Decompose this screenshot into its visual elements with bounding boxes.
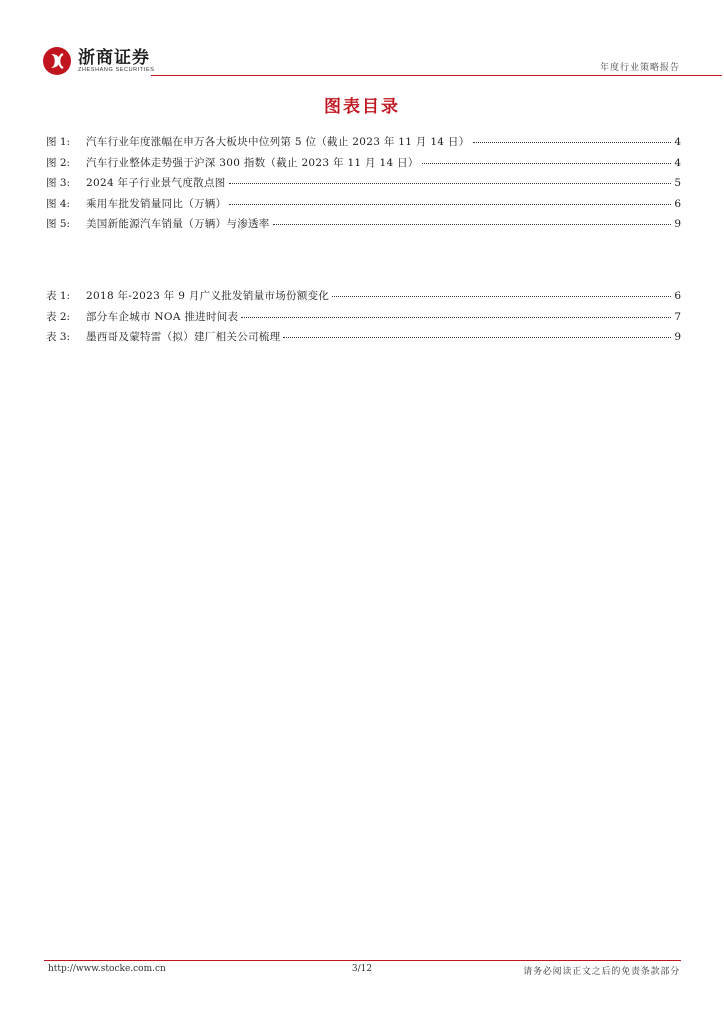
entry-label: 图 5: <box>46 218 71 231</box>
entry-label: 表 2: <box>46 310 71 323</box>
logo-english-name: ZHESHANG SECURITIES <box>78 66 155 73</box>
entry-title: 乘用车批发销量同比（万辆） <box>86 197 227 210</box>
entry-label: 表 1: <box>46 290 71 302</box>
toc-entry-table-1[interactable] <box>46 289 681 310</box>
toc-entry-table-2[interactable] <box>46 310 681 331</box>
header-divider <box>151 75 722 76</box>
footer-divider <box>44 960 681 961</box>
toc-entry-figure-3[interactable] <box>46 176 681 197</box>
footer-disclaimer: 请务必阅读正文之后的免责条款部分 <box>523 967 680 977</box>
entry-page: 7 <box>674 310 681 323</box>
company-logo <box>42 44 155 78</box>
entry-page: 9 <box>674 331 681 344</box>
entry-label: 图 1: <box>46 136 71 148</box>
entry-title: 汽车行业年度涨幅在申万各大板块中位列第 5 位（截止 2023 年 11 月 14 日） <box>86 136 470 148</box>
entry-page: 4 <box>674 156 681 169</box>
footer-website-link[interactable]: http://www.stocke.com.cn <box>48 964 166 974</box>
dot-leader <box>229 183 672 184</box>
entry-page: 6 <box>674 290 681 302</box>
dot-leader <box>332 296 671 297</box>
toc-entry-table-3[interactable] <box>46 330 681 351</box>
entry-page: 4 <box>674 136 681 148</box>
dot-leader <box>422 163 672 164</box>
entry-title: 2018 年-2023 年 9 月广义批发销量市场份额变化 <box>86 290 330 302</box>
entry-label: 图 3: <box>46 177 71 190</box>
entry-title: 2024 年子行业景气度散点图 <box>86 177 226 190</box>
table-list <box>46 289 681 351</box>
logo-chinese-name: 浙商证券 <box>78 47 150 68</box>
entry-page: 5 <box>674 177 681 190</box>
dot-leader <box>241 317 671 318</box>
zheshang-logo-icon <box>42 46 72 76</box>
entry-label: 图 4: <box>46 197 71 210</box>
entry-title: 部分车企城市 NOA 推进时间表 <box>86 310 239 323</box>
dot-leader <box>473 142 672 143</box>
dot-leader <box>283 337 671 338</box>
dot-leader <box>229 204 671 205</box>
entry-title: 汽车行业整体走势强于沪深 300 指数（截止 2023 年 11 月 14 日） <box>86 156 419 169</box>
toc-entry-figure-2[interactable] <box>46 156 681 177</box>
toc-title: 图表目录 <box>324 97 400 117</box>
page-number: 3/12 <box>351 964 373 974</box>
page-header <box>42 44 682 80</box>
toc-entry-figure-5[interactable] <box>46 217 681 238</box>
toc-entry-figure-1[interactable] <box>46 135 681 156</box>
entry-page: 9 <box>674 218 681 231</box>
entry-label: 图 2: <box>46 156 71 169</box>
report-type: 年度行业策略报告 <box>599 63 680 73</box>
entry-title: 美国新能源汽车销量（万辆）与渗透率 <box>86 218 270 231</box>
entry-page: 6 <box>674 197 681 210</box>
dot-leader <box>273 224 672 225</box>
toc-entry-figure-4[interactable] <box>46 197 681 218</box>
figure-list <box>46 135 681 238</box>
entry-label: 表 3: <box>46 331 71 344</box>
entry-title: 墨西哥及蒙特雷（拟）建厂相关公司梳理 <box>86 331 281 344</box>
